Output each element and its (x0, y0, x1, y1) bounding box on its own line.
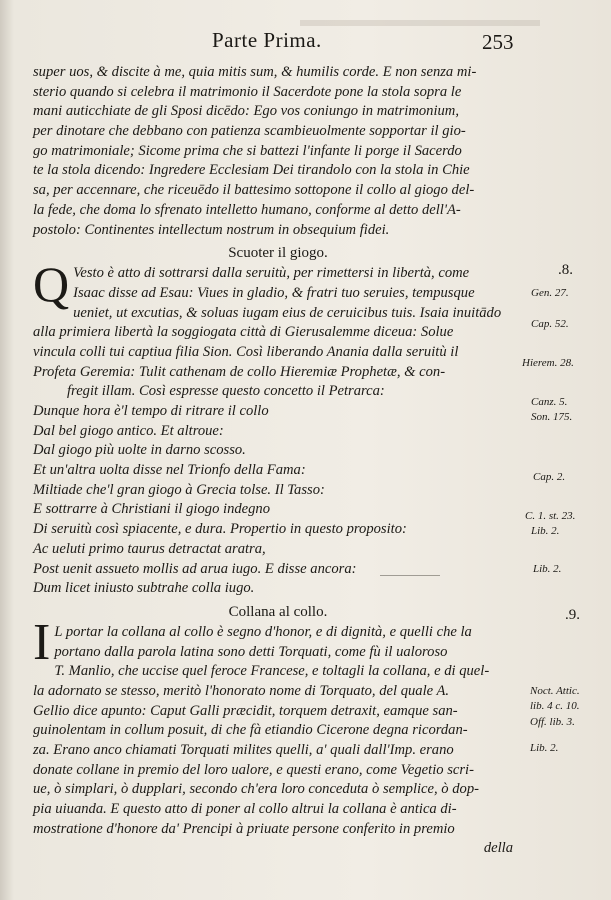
section-heading: Scuoter il giogo. (228, 245, 328, 262)
text-line: postolo: Continentes intellectum nostrum in obsequium fidei. (33, 221, 390, 238)
text-line: vincula colli tui captiua filia Sion. Così liberando Anania dalla seruitù il (33, 343, 459, 360)
verse-line: Dunque hora è'l tempo di ritrare il collo (33, 403, 269, 419)
margin-note: Hierem. 28. (522, 357, 574, 369)
margin-note: lib. 4 c. 10. (530, 700, 580, 712)
text-line: sa, per accennare, che riceuēdo il battesimo sottopone il collo al giogo del- (33, 182, 475, 199)
text-line: super uos, & discite à me, quia mitis sum, & humilis corde. E non senza mi- (33, 64, 477, 80)
text-line: Et un'altra uolta disse nel Trionfo della Fama: (33, 462, 306, 479)
bleed-through-shadow (300, 20, 540, 26)
catchword: della (483, 840, 513, 857)
text-line: T. Manlio, che uccise quel feroce Francese, e toltagli la collana, e di quel- (54, 663, 490, 680)
text-line: sterio quando si celebra il matrimonio il Sacerdote pone la stola sopra le (33, 83, 462, 100)
verse-line: Dal giogo più uolte in darno scosso. (33, 442, 246, 459)
text-line: donate collane in premio del loro ualore, e questi erano, come Vegetio scri- (33, 761, 474, 778)
text-line: pia uiuanda. E questo atto di poner al collo altrui la collana è antica di- (33, 801, 457, 818)
text-line: la adornato se stesso, meritò l'honorato nome di Torquato, del quale A. (33, 682, 450, 699)
text-line: go matrimoniale; Sicome prima che si battezi l'infante li porge il Sacerdo (33, 142, 462, 159)
margin-note: Canz. 5. (531, 396, 568, 408)
margin-note: C. 1. st. 23. (525, 510, 576, 522)
margin-note: Cap. 2. (533, 471, 566, 483)
text-line: Gellio dice apunto: Caput Galli præcidit, torquem detraxit, eamque san- (33, 702, 458, 719)
text-line: Isaac disse ad Esau: Viues in gladio, & fratri tuo seruies, tempusque (73, 284, 475, 301)
margin-note: Lib. 2. (530, 742, 559, 754)
drop-cap: I (33, 613, 51, 671)
margin-note: Lib. 2. (531, 525, 560, 537)
section-heading: Collana al collo. (228, 603, 328, 620)
text-line: ueniet, ut excutias, & soluas iugam eius de ceruicibus tuis. Isaia inuitādo (73, 304, 502, 321)
text-line: fregit illam. Così espresse questo concetto il Petrarca: (67, 383, 385, 400)
text-line: portano dalla parola latina sono detti Torquati, come fù il ualoroso (54, 643, 448, 660)
margin-note: Son. 175. (531, 411, 573, 423)
paragraph-scuoter (33, 256, 523, 599)
text-line: guinolentam in collum posuit, di che fà etiandio Cicerone degna ricordan- (33, 722, 468, 739)
margin-number: .8. (558, 262, 573, 278)
page-body (33, 63, 523, 859)
margin-note: Lib. 2. (533, 563, 562, 575)
margin-note: Gen. 27. (531, 287, 569, 299)
verse-line: Di seruitù così spiacente, e dura. Propertio in questo proposito: (33, 521, 407, 538)
text-line: mani auticchiate de gli Sposi dicēdo: Ego vos coniungo in matrimonium, (33, 103, 459, 120)
text-line: mostratione d'honore da' Prencipi à priuate persone conferito in premio (33, 820, 455, 837)
text-line: per dinotare che debbano con patienza scambieuolmente sopportar il gio- (33, 123, 466, 140)
page-header-title: Parte Prima. (212, 28, 322, 52)
margin-number: .9. (565, 607, 580, 623)
text-line: te la stola dicendo: Ingredere Ecclesiam Dei tirandolo con la stola in Chie (33, 162, 470, 179)
verse-line: Miltiade che'l gran giogo à Grecia tolse. Il Tasso: (33, 481, 325, 498)
drop-cap: Q (33, 256, 70, 313)
verse-line: Dum licet iniusto subtrahe colla iugo. (33, 580, 255, 597)
verse-line: Ac ueluti primo taurus detractat aratra, (33, 540, 266, 557)
text-line: L portar la collana al collo è segno d'honor, e di dignità, e quelli che la (54, 623, 472, 640)
verse-line: Dal bel giogo antico. Et altroue: (33, 422, 224, 439)
text-line: ue, ò simplari, ò dupplari, secondo ch'era loro conceduta ò semplice, ò dop- (33, 781, 479, 798)
text-line: alla primiera libertà la soggiogata città di Gierusalemme diceua: Solue (33, 324, 454, 341)
margin-note: Cap. 52. (531, 318, 569, 330)
margin-note: Noct. Attic. (530, 685, 580, 697)
text-line: Vesto è atto di sottrarsi dalla seruitù, per rimettersi in libertà, come (73, 265, 470, 282)
text-line: Profeta Geremia: Tulit cathenam de collo Hieremiæ Prophetæ, & con- (33, 363, 446, 380)
verse-line: E sottrarre à Christiani il giogo indegno (33, 501, 271, 518)
margin-note: Off. lib. 3. (530, 716, 575, 728)
text-line: za. Erano anco chiamati Torquati milites quelli, a' quali dall'Imp. erano (33, 742, 454, 758)
separator-rule (380, 575, 440, 576)
paragraph-collana (33, 613, 523, 859)
verse-line: Post uenit assueto mollis ad arua iugo. E disse ancora: (33, 560, 357, 577)
text-line: la fede, che doma lo sfrenato intelletto humano, conforme al detto dell'A- (33, 201, 461, 218)
page-number: 253 (482, 30, 514, 54)
